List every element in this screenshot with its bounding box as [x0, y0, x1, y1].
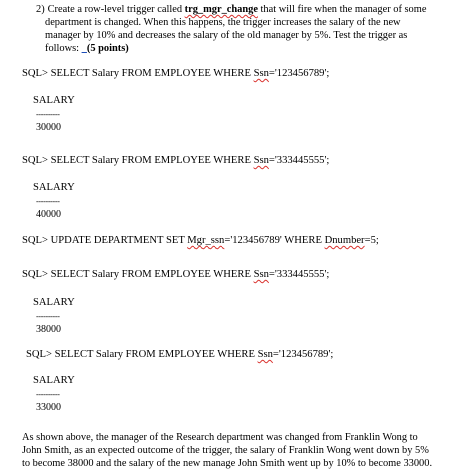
result-4-dashes: ----------: [36, 390, 60, 399]
sql-query-3: [22, 268, 329, 281]
result-3-column-header: SALARY: [33, 297, 75, 308]
result-2-dashes: ----------: [36, 197, 60, 206]
summary-paragraph: [22, 431, 472, 470]
sql-query-4: [26, 348, 333, 361]
sql-query-4-suffix: ='123456789';: [272, 349, 334, 360]
sql-query-2-prefix: SQL> SELECT Salary FROM EMPLOYEE WHERE: [22, 155, 254, 166]
summary-line-3: to become 38000 and the salary of the new manage John Smith went up by 10% to become 33000.: [22, 458, 433, 469]
result-1-dashes: ----------: [36, 110, 60, 119]
sql-query-2: [22, 154, 329, 167]
sql-query-3-suffix: ='333445555';: [268, 269, 330, 280]
result-4-value: 33000: [36, 402, 61, 413]
sql-update-prefix: SQL> UPDATE DEPARTMENT SET: [22, 235, 188, 246]
sql-query-1-ssn: Ssn: [253, 68, 269, 79]
result-3-dashes: ----------: [36, 312, 60, 321]
sql-update-mgr-ssn: Mgr_ssn: [187, 235, 225, 246]
trigger-name: trg_mgr_change: [184, 4, 258, 15]
sql-query-4-ssn: Ssn: [257, 349, 273, 360]
sql-update-middle: ='123456789' WHERE: [224, 235, 325, 246]
question-line-4: [36, 42, 472, 55]
sql-update-suffix: =5;: [364, 235, 379, 246]
result-4-column-header: SALARY: [33, 375, 75, 386]
result-1-column-header: SALARY: [33, 95, 75, 106]
sql-query-2-suffix: ='333445555';: [268, 155, 330, 166]
question-line-2: department is changed. When this happens, the trigger increases the salary of the new: [45, 17, 401, 28]
sql-update-dnumber: Dnumber: [324, 235, 365, 246]
answer-blank: _: [81, 43, 87, 54]
sql-query-3-ssn: Ssn: [253, 269, 269, 280]
sql-query-3-prefix: SQL> SELECT Salary FROM EMPLOYEE WHERE: [22, 269, 254, 280]
sql-query-1-prefix: SQL> SELECT Salary FROM EMPLOYEE WHERE: [22, 68, 254, 79]
question-line-1: [36, 3, 472, 16]
result-1-value: 30000: [36, 122, 61, 133]
summary-line-2: John Smith, as an expected outcome of the trigger, the salary of Franklin Wong went down by 5%: [22, 445, 429, 456]
sql-query-2-ssn: Ssn: [253, 155, 269, 166]
summary-line-1: As shown above, the manager of the Research department was changed from Franklin Wong to: [22, 432, 418, 443]
question-text-1b: that will fire when the manager of some: [257, 4, 427, 15]
sql-query-4-prefix: SQL> SELECT Salary FROM EMPLOYEE WHERE: [26, 349, 258, 360]
question-number: 2): [36, 4, 45, 15]
question-text-4: follows:: [45, 43, 82, 54]
sql-query-1-suffix: ='123456789';: [268, 68, 330, 79]
result-2-value: 40000: [36, 209, 61, 220]
sql-update-statement: [22, 234, 379, 247]
question-text-1a: Create a row-level trigger called: [47, 4, 185, 15]
question-line-3: manager by 10% and decreases the salary of the old manager by 5%. Test the trigger as: [45, 30, 408, 41]
result-3-value: 38000: [36, 324, 61, 335]
question-paragraph: [36, 3, 472, 55]
result-2-column-header: SALARY: [33, 182, 75, 193]
points-label: (5 points): [86, 43, 129, 54]
sql-query-1: [22, 67, 329, 80]
